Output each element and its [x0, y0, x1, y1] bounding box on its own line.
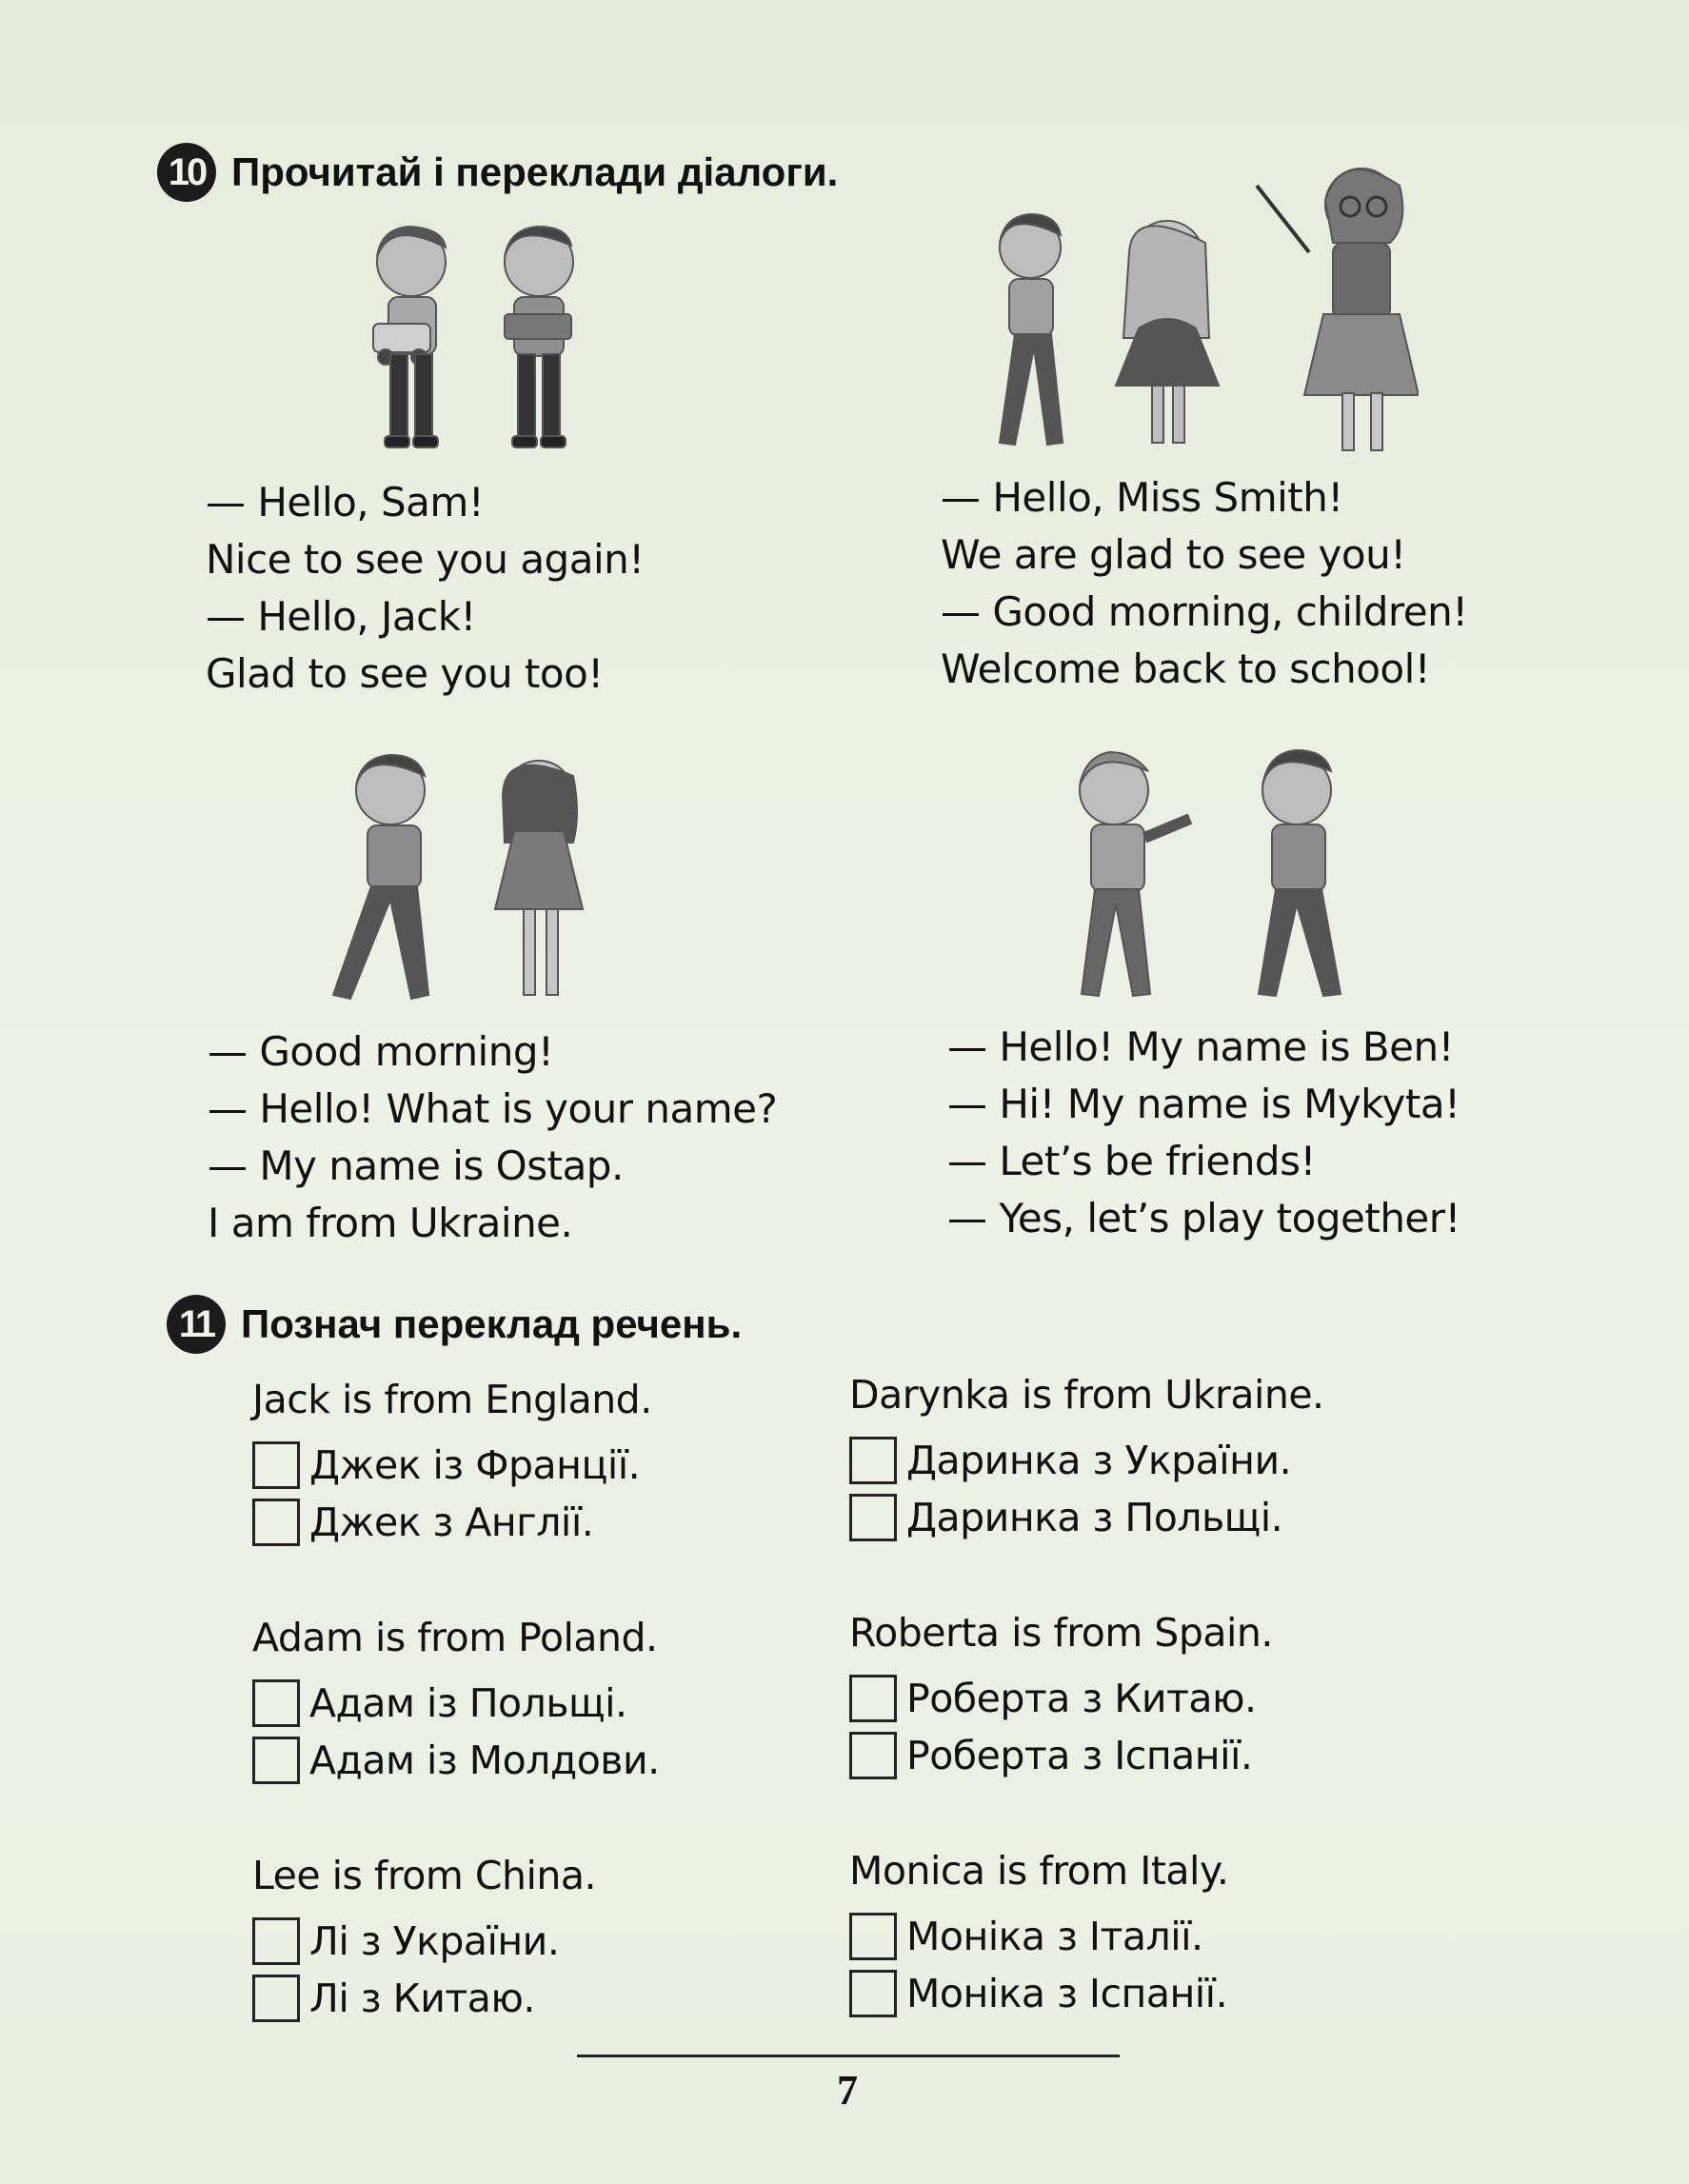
answer-checkbox[interactable]	[252, 1679, 300, 1727]
dialog-line: — Good morning!	[208, 1028, 554, 1075]
option-label: Адам із Польщі.	[309, 1680, 627, 1726]
english-sentence: Darynka is from Ukraine.	[849, 1372, 1324, 1418]
translation-option	[849, 1727, 1273, 1784]
dialog-line: We are glad to see you!	[941, 531, 1406, 578]
option-label: Роберта з Іспанії.	[906, 1733, 1253, 1778]
translation-item-6	[849, 1847, 1228, 2022]
translation-item-3	[252, 1614, 660, 1789]
dialog-line: — Hello, Jack!	[206, 593, 476, 640]
exercise-11-title: Познач переклад речень.	[241, 1301, 743, 1346]
translation-option	[252, 1970, 596, 2027]
dialog-line: — Yes, let’s play together!	[947, 1195, 1460, 1241]
dialog-line: Glad to see you too!	[206, 650, 604, 697]
translation-option	[849, 1670, 1273, 1727]
dialog-1	[206, 474, 645, 703]
dialog-2	[941, 469, 1468, 698]
boy-girl-illustration	[324, 747, 609, 1014]
answer-checkbox[interactable]	[252, 1441, 300, 1489]
translation-option	[252, 1494, 652, 1551]
translation-option	[849, 1965, 1228, 2022]
dialog-line: Nice to see you again!	[206, 536, 645, 583]
answer-checkbox[interactable]	[849, 1494, 897, 1541]
english-sentence: Monica is from Italy.	[849, 1848, 1229, 1894]
answer-checkbox[interactable]	[252, 1917, 300, 1965]
answer-checkbox[interactable]	[252, 1499, 300, 1546]
ben-mykyta-illustration	[1047, 743, 1361, 1009]
option-label: Джек із Франції.	[309, 1442, 641, 1488]
translation-option	[849, 1908, 1228, 1965]
option-label: Адам із Молдови.	[309, 1737, 660, 1783]
dialog-4	[947, 1019, 1460, 1247]
english-sentence: Adam is from Poland.	[252, 1615, 658, 1660]
option-label: Даринка з України.	[906, 1438, 1292, 1483]
option-label: Роберта з Китаю.	[906, 1676, 1257, 1721]
dialog-line: — Let’s be friends!	[947, 1138, 1316, 1184]
translation-option	[849, 1432, 1324, 1489]
option-label: Моніка з Іспанії.	[906, 1971, 1228, 2016]
translation-option	[252, 1913, 596, 1970]
english-sentence: Lee is from China.	[252, 1853, 596, 1898]
exercise-10-header	[157, 143, 838, 202]
dialog-line: — Hello, Miss Smith!	[941, 474, 1343, 521]
translation-option	[252, 1732, 660, 1789]
answer-checkbox[interactable]	[849, 1913, 897, 1960]
answer-checkbox[interactable]	[849, 1970, 897, 2017]
dialog-line: — Hello! My name is Ben!	[947, 1023, 1454, 1070]
dialog-3	[208, 1023, 777, 1252]
english-sentence: Jack is from England.	[252, 1377, 652, 1422]
answer-checkbox[interactable]	[849, 1675, 897, 1722]
dialog-line: Welcome back to school!	[941, 645, 1431, 692]
teacher-children-illustration	[981, 148, 1419, 462]
translation-item-5	[252, 1852, 596, 2027]
exercise-11-header	[167, 1295, 742, 1354]
option-label: Моніка з Італії.	[906, 1914, 1203, 1959]
option-label: Лі з Китаю.	[309, 1976, 535, 2021]
english-sentence: Roberta is from Spain.	[849, 1610, 1273, 1656]
option-label: Джек з Англії.	[309, 1499, 594, 1545]
translation-option	[849, 1489, 1324, 1546]
dialog-line: — Hi! My name is Mykyta!	[947, 1081, 1460, 1127]
translation-item-2	[849, 1371, 1324, 1546]
exercise-10-number-badge: 10	[157, 143, 216, 202]
dialog-line: — My name is Ostap.	[208, 1142, 624, 1189]
dialog-line: — Hello! What is your name?	[208, 1085, 778, 1132]
dialog-line: — Hello, Sam!	[206, 479, 485, 526]
translation-option	[252, 1437, 652, 1494]
footer-divider	[577, 2055, 1120, 2057]
option-label: Лі з України.	[309, 1918, 560, 1964]
translation-item-4	[849, 1609, 1273, 1784]
option-label: Даринка з Польщі.	[906, 1495, 1283, 1540]
translation-option	[252, 1675, 660, 1732]
exercise-10-title: Прочитай і переклади діалоги.	[231, 149, 839, 194]
page-number: 7	[837, 2067, 858, 2114]
answer-checkbox[interactable]	[849, 1437, 897, 1484]
two-boys-illustration	[352, 219, 600, 467]
dialog-line: I am from Ukraine.	[208, 1200, 573, 1246]
answer-checkbox[interactable]	[252, 1975, 300, 2022]
answer-checkbox[interactable]	[849, 1732, 897, 1779]
exercise-11-number-badge: 11	[167, 1295, 226, 1354]
answer-checkbox[interactable]	[252, 1737, 300, 1784]
translation-item-1	[252, 1376, 652, 1551]
dialog-line: — Good morning, children!	[941, 588, 1468, 635]
